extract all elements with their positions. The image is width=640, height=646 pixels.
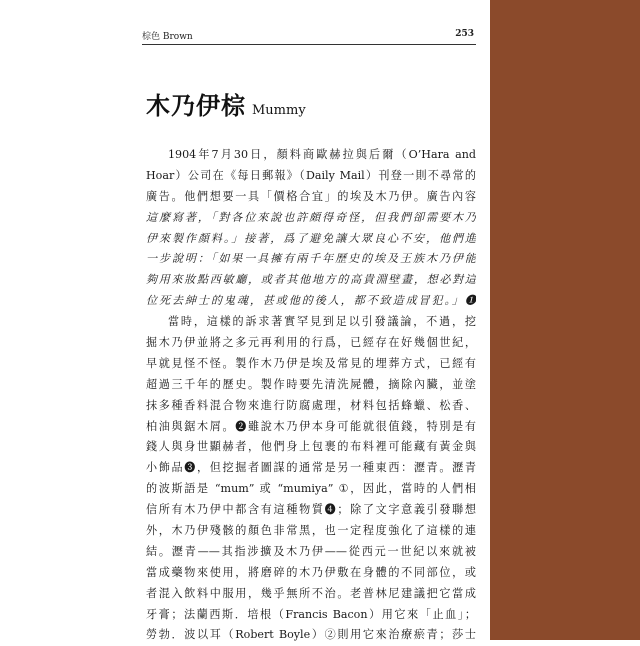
- text-line: 1904年7月30日，顏料商歐赫拉與后爾（O’Hara and: [168, 148, 476, 161]
- text-line: 小飾品❸，但挖掘者圖謀的通常是另一種東西：瀝青。瀝青: [146, 461, 476, 475]
- text-line: 抹多種香料混合物來進行防腐處理，材料包括蜂蠟、松香、: [146, 398, 476, 412]
- text-line: 位死去紳士的鬼魂，甚或他的後人，都不致造成冒犯。」❶: [146, 294, 476, 308]
- text-line: Hoar）公司在《每日郵報》（Daily Mail）刊登一則不尋常的: [146, 168, 476, 182]
- text-line: 這麼寫著，「對各位來說也許頗得奇怪，但我們卻需要木乃: [146, 210, 476, 224]
- text-line: 結。瀝青——其指涉擴及木乃伊——從西元一世紀以來就被: [146, 544, 476, 558]
- page-number: 253: [455, 29, 474, 39]
- text-line: 勞勃．波以耳（Robert Boyle）②則用它來治療瘀青；莎士: [146, 628, 476, 642]
- brown-color-strip: [490, 0, 640, 640]
- running-header-section: 棕色 Brown: [142, 32, 193, 42]
- text-line: 信所有木乃伊中都含有這種物質❹；除了文字意義引發聯想: [146, 503, 476, 517]
- text-line: 掘木乃伊並將之多元再利用的行爲，已經存在好幾個世紀，: [146, 336, 476, 350]
- header-rule: [142, 44, 476, 45]
- text-line: 柏油與鋸木屑。❷雖說木乃伊本身可能就很值錢，特別是有: [146, 419, 476, 433]
- article-title-english: Mummy: [252, 103, 306, 118]
- article-body: [146, 145, 476, 646]
- text-line: 超過三千年的歷史。製作時要先清洗屍體，摘除內臟，並塗: [146, 377, 476, 391]
- text-line: 廣告。他們想要一具「價格合宜」的埃及木乃伊。廣告內容: [146, 189, 476, 203]
- text-line: 當時，這樣的訴求著實罕見到足以引發議論，不過，挖: [168, 315, 476, 329]
- article-title-chinese: 木乃伊棕: [146, 91, 246, 120]
- text-line: 伊來製作顏料。」接著，爲了避免讓大眾良心不安，他們進: [146, 231, 476, 245]
- text-line: 夠用來妝點西敏廳，或者其他地方的高貴淵壁畫，想必對這: [146, 273, 476, 287]
- text-line: 當成藥物來使用，將磨碎的木乃伊敷在身體的不同部位，或: [146, 565, 476, 579]
- text-line: 牙膏；法蘭西斯．培根（Francis Bacon）用它來「止血」；: [146, 607, 476, 621]
- text-line: 外，木乃伊殘骸的顏色非常黑，也一定程度強化了這樣的連: [146, 524, 476, 538]
- text-line: 錢人與身世顯赫者，他們身上包裹的布料裡可能藏有黃金與: [146, 440, 476, 454]
- text-line: 早就見怪不怪。製作木乃伊是埃及常見的埋葬方式，已經有: [146, 356, 476, 370]
- article-title: [146, 86, 306, 121]
- text-line: 一步說明：「如果一具擁有兩千年歷史的埃及王族木乃伊能: [146, 252, 476, 266]
- text-line: 的波斯語是 “mum” 或 “mumiya” ①，因此，當時的人們相: [146, 482, 476, 496]
- text-line: 者混入飲料中服用，幾乎無所不治。老普林尼建議把它當成: [146, 586, 476, 600]
